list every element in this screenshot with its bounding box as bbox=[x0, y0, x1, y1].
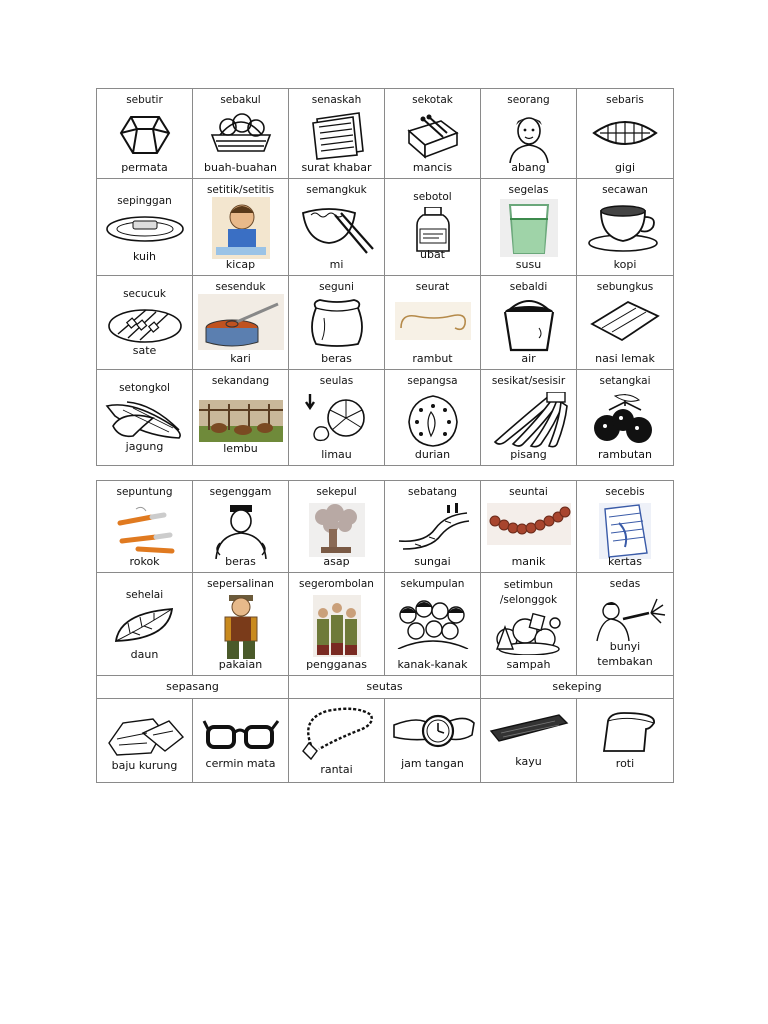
classifier-label: sebaldi bbox=[509, 281, 548, 293]
classifier-table-1 bbox=[96, 88, 674, 466]
classifier-label: sekumpulan bbox=[400, 578, 465, 590]
noun-label: kertas bbox=[607, 555, 643, 568]
man-handful-icon bbox=[208, 503, 274, 559]
classifier-label: segenggam bbox=[209, 486, 272, 498]
table-row bbox=[97, 370, 673, 465]
corn-icon bbox=[103, 396, 187, 442]
word-cell bbox=[481, 370, 577, 465]
classifier-label: sesikat/sesisir bbox=[491, 375, 566, 387]
noun-label: kanak-kanak bbox=[397, 658, 468, 671]
group-header-cell bbox=[97, 676, 289, 698]
teeth-icon bbox=[590, 111, 660, 155]
classifier-label: sekandang bbox=[211, 375, 270, 387]
classifier-label: setangkai bbox=[599, 375, 651, 387]
bucket-icon bbox=[499, 298, 559, 354]
orange-icon bbox=[302, 392, 372, 444]
cigarette-icon bbox=[112, 503, 178, 555]
word-cell bbox=[385, 89, 481, 178]
table-row bbox=[97, 676, 673, 699]
noun-label: beras bbox=[321, 352, 352, 365]
word-cell bbox=[289, 89, 385, 178]
noun-label: limau bbox=[321, 448, 352, 461]
classifier-label: sekotak bbox=[412, 94, 453, 106]
noun-label: pisang bbox=[510, 448, 547, 461]
classifier-label: sekepul bbox=[316, 486, 357, 498]
classifier-label: sesenduk bbox=[215, 281, 266, 293]
clothes-icon bbox=[103, 713, 187, 757]
word-cell bbox=[193, 481, 289, 572]
classifier-text: setimbun /selonggok bbox=[499, 579, 558, 606]
durian-icon bbox=[403, 392, 463, 450]
word-cell bbox=[97, 481, 193, 572]
boy-icon bbox=[504, 111, 554, 163]
smoke-icon bbox=[309, 503, 365, 557]
word-cell bbox=[385, 179, 481, 275]
word-cell bbox=[385, 699, 481, 782]
noun-label: asap bbox=[323, 555, 350, 568]
noun-label: rambut bbox=[412, 352, 453, 365]
noun-label: jam tangan bbox=[401, 757, 464, 770]
classifier-label: sebaris bbox=[606, 94, 644, 106]
noun-label: rantai bbox=[320, 763, 353, 776]
noun-label: kayu bbox=[515, 755, 542, 768]
word-cell bbox=[577, 276, 673, 369]
noun-label: cermin mata bbox=[205, 757, 276, 770]
classifier-label: secucuk bbox=[123, 288, 166, 300]
bottle-icon bbox=[413, 207, 453, 253]
group-header: seutas bbox=[366, 680, 403, 693]
word-cell bbox=[193, 89, 289, 178]
noun-label: sungai bbox=[414, 555, 451, 568]
word-cell bbox=[97, 370, 193, 465]
word-cell bbox=[289, 481, 385, 572]
noun-label: ubat bbox=[419, 248, 445, 261]
noun-label: lembu bbox=[223, 442, 258, 455]
classifier-label: seulas bbox=[319, 375, 354, 387]
word-cell bbox=[289, 179, 385, 275]
banana-icon bbox=[489, 392, 569, 448]
word-cell bbox=[577, 699, 673, 782]
noun-label: daun bbox=[130, 648, 159, 661]
word-cell bbox=[289, 699, 385, 782]
word-cell bbox=[481, 89, 577, 178]
word-cell bbox=[193, 699, 289, 782]
noun-label: susu bbox=[515, 258, 542, 271]
noun-label: rokok bbox=[129, 555, 160, 568]
noun-label: kopi bbox=[613, 258, 637, 271]
leaf-icon bbox=[110, 605, 180, 645]
classifier-label: semangkuk bbox=[306, 184, 367, 196]
classifier-label: seorang bbox=[507, 94, 550, 106]
glasses-icon bbox=[202, 717, 280, 751]
glass-icon bbox=[500, 199, 558, 257]
classifier-label: sepuntung bbox=[116, 486, 173, 498]
noun-label: abang bbox=[511, 161, 546, 174]
noun-label: sampah bbox=[506, 658, 551, 671]
classifier-table-2 bbox=[96, 480, 674, 783]
bread-icon bbox=[590, 711, 660, 755]
river-icon bbox=[395, 503, 471, 551]
classifier-label: sebakul bbox=[220, 94, 261, 106]
classifier-label: sepinggan bbox=[117, 195, 172, 207]
noodle-bowl-icon bbox=[299, 201, 375, 257]
table-row bbox=[97, 89, 673, 179]
word-cell bbox=[577, 89, 673, 178]
classifier-label: sebungkus bbox=[596, 281, 654, 293]
noun-label: gigi bbox=[614, 161, 636, 174]
table-row bbox=[97, 481, 673, 573]
group-header-cell bbox=[481, 676, 673, 698]
group-header-cell bbox=[289, 676, 481, 698]
word-cell bbox=[577, 370, 673, 465]
fruit-basket-icon bbox=[206, 111, 276, 157]
word-cell bbox=[481, 573, 577, 675]
classifier-label: sepersalinan bbox=[207, 578, 274, 590]
classifier-label: segerombolan bbox=[299, 578, 374, 590]
group-header: sepasang bbox=[166, 680, 219, 693]
child-eating-icon bbox=[212, 197, 270, 259]
ladle-pot-icon bbox=[198, 294, 284, 350]
noun-label: durian bbox=[414, 448, 451, 461]
noun-label: nasi lemak bbox=[595, 352, 655, 365]
table-row bbox=[97, 276, 673, 370]
classifier-label: sebotol bbox=[413, 191, 452, 203]
watch-icon bbox=[390, 711, 476, 751]
plank-icon bbox=[489, 713, 569, 743]
word-cell bbox=[97, 89, 193, 178]
noun-label: surat khabar bbox=[301, 161, 372, 174]
word-cell bbox=[481, 179, 577, 275]
word-cell bbox=[289, 370, 385, 465]
noun-label: mi bbox=[329, 258, 344, 271]
classifier-label: sedas bbox=[609, 578, 641, 590]
garbage-pile-icon bbox=[491, 609, 567, 655]
classifier-label: secawan bbox=[602, 184, 648, 196]
noun-label: beras bbox=[225, 555, 256, 568]
noun-label: pengganas bbox=[306, 658, 367, 671]
classifier-label: segelas bbox=[508, 184, 549, 196]
satay-icon bbox=[106, 304, 184, 344]
classifier-label: secebis bbox=[605, 486, 645, 498]
word-cell bbox=[193, 179, 289, 275]
word-cell bbox=[97, 179, 193, 275]
word-cell bbox=[577, 179, 673, 275]
word-cell bbox=[193, 276, 289, 369]
table-row bbox=[97, 179, 673, 276]
beads-icon bbox=[487, 503, 571, 545]
rambutan-icon bbox=[589, 392, 661, 448]
noun-label: jagung bbox=[125, 440, 164, 453]
classifier-label: sehelai bbox=[125, 589, 164, 601]
classifier-label: seurat bbox=[415, 281, 450, 293]
word-cell bbox=[193, 370, 289, 465]
package-icon bbox=[588, 298, 662, 342]
noun-label: permata bbox=[121, 161, 168, 174]
noun-label: pakaian bbox=[218, 658, 263, 671]
cup-icon bbox=[587, 201, 663, 253]
noun-label: sate bbox=[132, 344, 157, 357]
word-cell bbox=[577, 481, 673, 572]
word-cell bbox=[385, 276, 481, 369]
noun-label: rambutan bbox=[598, 448, 652, 461]
word-cell bbox=[481, 481, 577, 572]
table-row bbox=[97, 573, 673, 676]
classifier-label: senaskah bbox=[311, 94, 362, 106]
clothed-man-icon bbox=[217, 595, 265, 659]
gunshot-icon bbox=[583, 595, 667, 645]
noun-label: baju kurung bbox=[111, 759, 178, 772]
word-cell bbox=[97, 573, 193, 675]
classifier-label: seuntai bbox=[509, 486, 548, 498]
noun-label: manik bbox=[511, 555, 546, 568]
newspaper-icon bbox=[307, 111, 367, 161]
word-cell bbox=[289, 573, 385, 675]
classifier-label: sepangsa bbox=[407, 375, 458, 387]
word-cell bbox=[385, 481, 481, 572]
word-cell bbox=[193, 573, 289, 675]
word-cell bbox=[385, 370, 481, 465]
matchbox-icon bbox=[403, 111, 463, 161]
noun-label: kuih bbox=[132, 250, 157, 263]
noun-label bbox=[577, 639, 673, 669]
word-cell bbox=[481, 276, 577, 369]
hair-icon bbox=[395, 298, 471, 342]
noun-label: air bbox=[521, 352, 536, 365]
chain-icon bbox=[297, 705, 377, 761]
gem-icon bbox=[117, 111, 173, 159]
word-cell bbox=[577, 573, 673, 675]
classifier-label: setitik/setitis bbox=[206, 184, 275, 196]
plate-icon bbox=[105, 211, 185, 245]
word-cell bbox=[385, 573, 481, 675]
classifier-label: sebatang bbox=[408, 486, 457, 498]
cattle-pen-icon bbox=[199, 400, 283, 442]
paper-scrap-icon bbox=[599, 503, 651, 559]
classifier-label: sebutir bbox=[126, 94, 163, 106]
noun-label: roti bbox=[615, 757, 635, 770]
bandits-icon bbox=[313, 595, 361, 657]
noun-label: kicap bbox=[225, 258, 256, 271]
word-cell bbox=[481, 699, 577, 782]
word-cell bbox=[97, 276, 193, 369]
table-row bbox=[97, 699, 673, 782]
noun-text: bunyi tembakan bbox=[597, 640, 653, 668]
word-cell bbox=[97, 699, 193, 782]
word-cell bbox=[289, 276, 385, 369]
noun-label: buah-buahan bbox=[203, 161, 277, 174]
classifier-label bbox=[481, 578, 576, 608]
sack-icon bbox=[306, 298, 368, 348]
classifier-label: seguni bbox=[319, 281, 354, 293]
noun-label: kari bbox=[230, 352, 251, 365]
noun-label: mancis bbox=[412, 161, 453, 174]
children-group-icon bbox=[396, 595, 470, 649]
group-header: sekeping bbox=[552, 680, 602, 693]
classifier-label: setongkol bbox=[119, 382, 170, 394]
